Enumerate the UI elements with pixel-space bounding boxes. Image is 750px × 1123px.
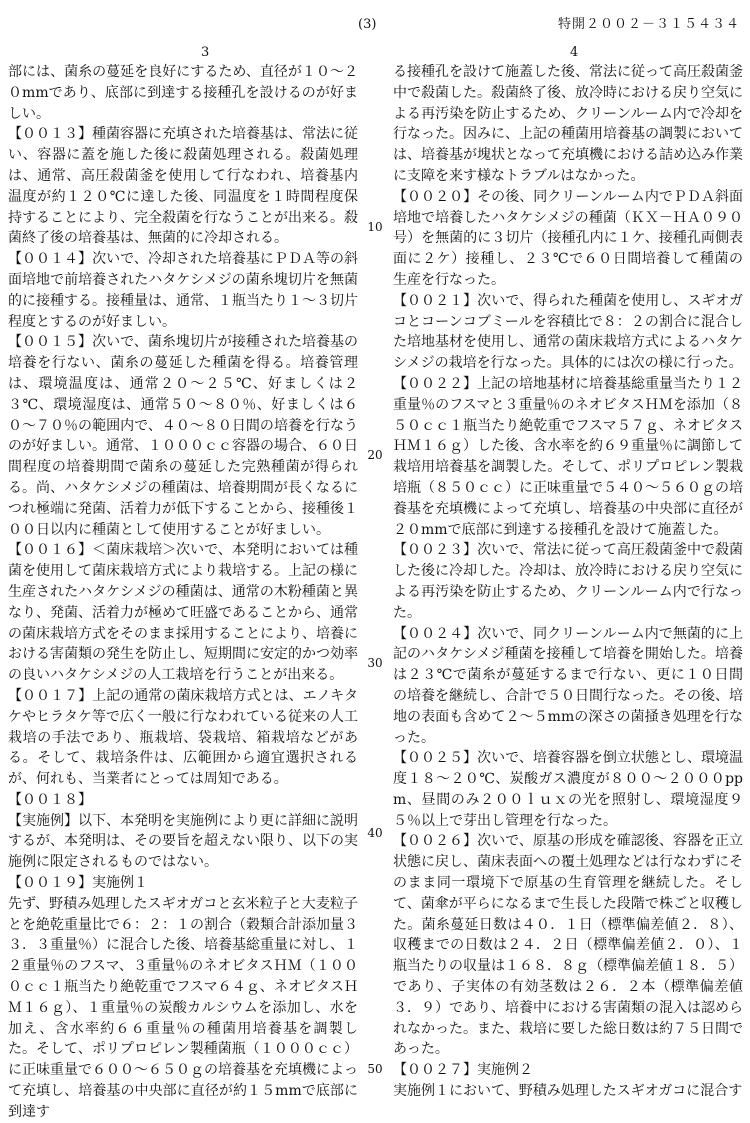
paragraph-0025: 【００２５】次いで、培養容器を倒立状態とし、環境温度１８～２０℃、炭酸ガス濃度が８００～２０００ppm、昼間のみ２００ｌｕｘの光を照射し、環境湿度９５％以上で芽出し管理を行なった。 <box>393 750 743 829</box>
line-number: 40 <box>367 826 383 840</box>
paragraph-0019: 【００１９】実施例１ <box>8 875 148 892</box>
paragraph-0027: 【００２７】実施例２ <box>393 1062 533 1079</box>
paragraph-0023: 【００２３】次いで、常法に従って高圧殺菌釜中で殺菌した後に冷却した。冷却は、放冷時における戻り空気による再汚染を防止するため、クリーンルーム内で行なった。 <box>393 542 743 621</box>
right-column-page-number: 4 <box>570 45 579 60</box>
paragraph: 実施例１において、野積み処理したスギオガコに混合す <box>393 1083 743 1100</box>
patent-number: 特開２００２－３１５４３４ <box>557 17 740 32</box>
paragraph-0020: 【００２０】その後、同クリーンルーム内でＰＤＡ斜面培地で培養したハタケシメジの種菌（ＫＸ－ＨＡ０９０号）を無菌的に３切片（接種孔内に１ケ、接種孔両側表面に２ケ）接種し、２３℃で６０日間培養して種菌の生産を行なった。 <box>393 188 743 288</box>
paragraph-0014: 【００１４】次いで、冷却された培養基にＰＤＡ等の斜面培地で前培養されたハタケシメジの菌糸塊切片を無菌的に接種する。接種量は、通常、１瓶当たり１～３切片程度とするのが好ましい。 <box>8 251 358 330</box>
paragraph-0026: 【００２６】次いで、原基の形成を確認後、容器を正立状態に戻し、菌床表面への覆土処理などは行なわずにそのまま同一環境下で原基の生育管理を継続した。そして、菌傘が平らになるまで生長した段階で株ごと収穫した。菌糸蔓延日数は４０．１日（標準偏差値２．８）、収穫までの日数は２４．２日（標準偏差値２．０）、１瓶当たりの収量は１６８．８ｇ（標準偏差値１８．５）であり、子実体の有効茎数は２６．２本（標準偏差値３．９）であり、培養中における害菌類の混入は認められなかった。また、栽培に要した総日数は約７５日間であった。 <box>393 833 743 1058</box>
line-number: 50 <box>367 1062 383 1076</box>
left-column-page-number: 3 <box>201 45 210 60</box>
left-column <box>8 62 358 1120</box>
paragraph-0021: 【００２１】次いで、得られた種菌を使用し、スギオガコとコーンコブミールを容積比で８：２の割合に混合した培地基材を使用し、通常の菌床栽培方式によるハタケシメジの栽培を行なった。具体的には次の様に行った。 <box>393 292 743 372</box>
right-column <box>393 62 743 1100</box>
paragraph-0017: 【００１７】上記の通常の菌床栽培方式とは、エノキタケやヒラタケ等で広く一般に行なわれている従来の人工栽培の手法であり、瓶栽培、袋栽培、箱栽培などがある。そして、栽培条件は、広範囲から適宜選択されるが、何れも、当業者にとっては周知である。 <box>8 687 358 788</box>
paragraph: 部には、菌糸の蔓延を良好にするため、直径が１０～２０mmであり、底部に到達する接種孔を設けるのが好ましい。 <box>8 64 358 122</box>
paragraph-examples: 【実施例】以下、本発明を実施例により更に詳細に説明するが、本発明は、その要旨を超えない限り、以下の実施例に限定されるものではない。 <box>8 812 358 871</box>
paragraph-0024: 【００２４】次いで、同クリーンルーム内で無菌的に上記のハタケシメジ種菌を接種して培養を開始した。培養は２３℃で菌糸が蔓延するまで行ない、更に１０日間の培養を継続し、合計で５０日間行なった。その後、培地の表面も含めて２～５mmの深さの菌掻き処理を行なった。 <box>393 625 743 746</box>
line-number: 10 <box>367 220 383 234</box>
page-marker: (3) <box>358 17 377 32</box>
line-number: 20 <box>367 448 383 462</box>
paragraph-0022: 【００２２】上記の培地基材に培養基総重量当たり１２重量％のフスマと３重量％のネオビタスＨＭを添加（８５０ｃｃ１瓶当たり絶乾重でフスマ５７ｇ、ネオビタスＨＭ１６ｇ）した後、含水率を約６９重量％に調節して栽培用培養基を調製した。そして、ポリプロピレン製栽培瓶（８５０ｃｃ）に正味重量で５４０～５６０ｇの培養基を充填機によって充填し、培養基の中央部に直径が２０mmで底部に到達する接種孔を設けて施蓋した。 <box>393 375 743 538</box>
paragraph-0013: 【００１３】種菌容器に充填された培養基は、常法に従い、容器に蓋を施した後に殺菌処理される。殺菌処理は、通常、高圧殺菌釜を使用して行なわれ、培養基内温度が約１２０℃に達した後、同温度を１時間程度保持することにより、完全殺菌を行なうことが出来る。殺菌終了後の培養基は、無菌的に冷却される。 <box>8 126 358 247</box>
paragraph: る接種孔を設けて施蓋した後、常法に従って高圧殺菌釜中で殺菌した。殺菌終了後、放冷時における戻り空気による再汚染を防止するため、クリーンルーム内で冷却を行なった。因みに、上記の種菌用培養基の調製においては、培養基が塊状となって充填機における詰め込み作業に支障を来す様なトラブルはなかった。 <box>393 64 743 184</box>
paragraph-0015: 【００１５】次いで、菌糸塊切片が接種された培養基の培養を行ない、菌糸の蔓延した種菌を得る。培養管理は、環境温度は、通常２０～２５℃、好ましくは２３℃、環境湿度は、通常５０～８０％、好ましくは６０～７０％の範囲内で、４０～８０日間の培養を行なうのが好ましい。通常、１０００ｃｃ容器の場合、６０日間程度の培養期間で菌糸の蔓延した完熟種菌が得られる。尚、ハタケシメジの種菌は、培養期間が長くなるにつれ極端に発菌、活着力が低下することから、接種後１００日以内に種菌として使用することが好ましい。 <box>8 334 358 538</box>
paragraph-0016: 【００１６】＜菌床栽培＞次いで、本発明においては種菌を使用して菌床栽培方式により栽培する。上記の様に生産されたハタケシメジの種菌は、通常の木粉種菌と異なり、発菌、活着力が極めて旺盛であることから、通常の菌床栽培方式をそのまま採用することにより、培養における害菌類の発生を防止し、短期間に安定的かつ効率の良いハタケシメジの人工栽培を行うことが出来る。 <box>8 542 358 684</box>
line-number: 30 <box>367 656 383 670</box>
paragraph-0018: 【００１８】 <box>8 791 92 808</box>
paragraph: 先ず、野積み処理したスギオガコと玄米粒子と大麦粒子とを絶乾重量比で６：２：１の割合（穀類合計添加量３３．３重量％）に混合した後、培養基総重量に対し、１２重量％のフスマ、３重量％のネオビタスＨＭ（１０００ｃｃ１瓶当たり絶乾重でフスマ６４ｇ、ネオビタスＨＭ１６ｇ）、１重量％の炭酸カルシウムを添加し、水を加え、含水率約６６重量％の種菌用培養基を調製した。そして、ポリプロピレン製種菌瓶（１０００ｃｃ）に正味重量で６００～６５０ｇの培養基を充填機によって充填し、培養基の中央部に直径が約１５mmで底部に到達す <box>8 895 358 1120</box>
